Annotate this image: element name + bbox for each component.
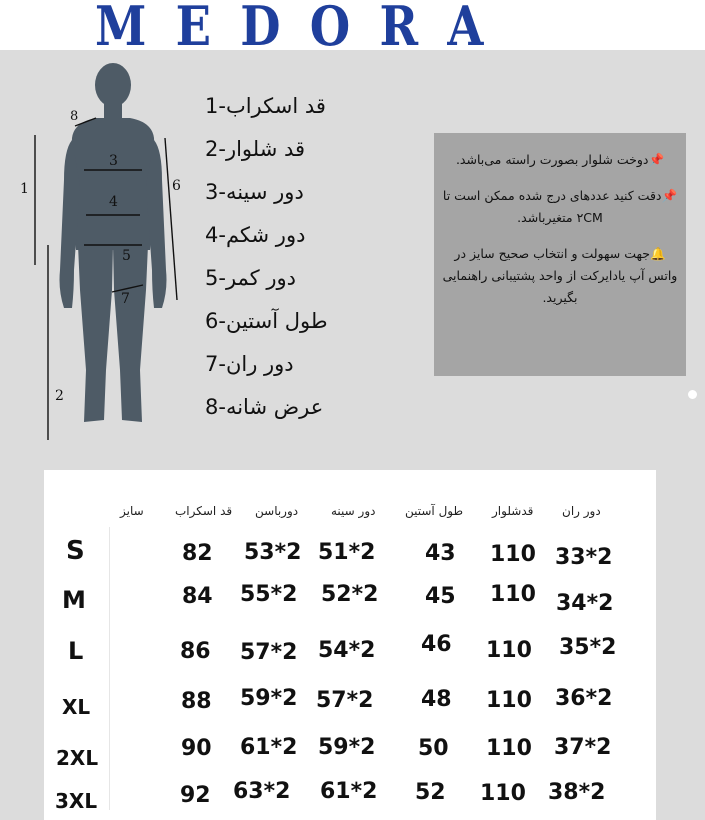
diagram-label-8: 8 — [70, 109, 79, 124]
body-diagram — [0, 60, 200, 460]
cell-thigh-3xl: 38*2 — [548, 780, 606, 805]
diagram-label-4: 4 — [109, 194, 118, 210]
measure-item-4: دور شکم-4 — [205, 223, 306, 247]
measure-item-1: قد اسکراب-1 — [205, 94, 326, 118]
pushpin-icon: 📌 — [648, 152, 665, 167]
bell-icon: 🔔 — [650, 246, 666, 261]
cell-pants-3xl: 110 — [480, 781, 526, 806]
cell-sleeve-m: 45 — [425, 584, 456, 609]
cell-pants-2xl: 110 — [486, 736, 532, 761]
cell-scrub-l: 86 — [180, 639, 211, 664]
diagram-label-2: 2 — [55, 388, 64, 404]
note-text-2: دقت کنید عددهای درج شده ممکن است تا ۲CM متغیرباشد. — [442, 188, 662, 225]
cell-thigh-m: 34*2 — [556, 591, 614, 616]
cell-hip-2xl: 61*2 — [240, 735, 298, 760]
diagram-label-7: 7 — [121, 291, 130, 307]
cell-scrub-s: 82 — [182, 541, 213, 566]
note-3 — [434, 243, 686, 309]
notes-panel — [434, 133, 686, 376]
cell-chest-2xl: 59*2 — [318, 735, 376, 760]
note-text-3: جهت سهولت و انتخاب صحیح سایز در واتس آپ یادایرکت از واحد پشتیبانی راهنمایی بگیرید. — [442, 246, 678, 305]
cell-scrub-2xl: 90 — [181, 736, 212, 761]
cell-chest-3xl: 61*2 — [320, 779, 378, 804]
cell-sleeve-s: 43 — [425, 541, 456, 566]
cell-sleeve-l: 46 — [421, 632, 452, 657]
cell-hip-3xl: 63*2 — [233, 779, 291, 804]
cell-pants-s: 110 — [490, 542, 536, 567]
cell-chest-m: 52*2 — [321, 582, 379, 607]
measure-item-7: دور ران-7 — [205, 352, 294, 376]
header-chest: دور سینه — [331, 504, 376, 518]
cell-scrub-3xl: 92 — [180, 783, 211, 808]
cell-thigh-xl: 36*2 — [555, 686, 613, 711]
cell-scrub-m: 84 — [182, 584, 213, 609]
decorative-dot — [688, 390, 697, 399]
size-label-s: S — [66, 536, 85, 566]
size-label-3xl: 3XL — [55, 789, 98, 813]
cell-hip-l: 57*2 — [240, 640, 298, 665]
diagram-label-6: 6 — [172, 178, 181, 194]
cell-thigh-s: 33*2 — [555, 545, 613, 570]
human-silhouette — [0, 60, 200, 460]
cell-hip-s: 53*2 — [244, 540, 302, 565]
header-sleeve: طول آستین — [405, 504, 464, 518]
size-label-xl: XL — [62, 695, 91, 719]
cell-scrub-xl: 88 — [181, 689, 212, 714]
diagram-label-5: 5 — [122, 248, 131, 264]
measurement-list — [205, 92, 355, 436]
note-1 — [434, 149, 686, 171]
cell-hip-xl: 59*2 — [240, 686, 298, 711]
cell-chest-l: 54*2 — [318, 638, 376, 663]
measure-item-3: دور سینه-3 — [205, 180, 304, 204]
column-divider — [109, 527, 110, 810]
pushpin-icon: 📌 — [661, 188, 678, 203]
header-pants: قدشلوار — [492, 504, 534, 518]
header-hip: دورباسن — [255, 504, 299, 518]
header-thigh: دور ران — [562, 504, 601, 518]
measure-item-5: دور کمر-5 — [205, 266, 296, 290]
cell-pants-m: 110 — [490, 582, 536, 607]
size-table — [44, 470, 656, 820]
measure-item-8: عرض شانه-8 — [205, 395, 324, 419]
cell-pants-l: 110 — [486, 638, 532, 663]
cell-sleeve-xl: 48 — [421, 687, 452, 712]
cell-sleeve-2xl: 50 — [418, 736, 449, 761]
cell-chest-xl: 57*2 — [316, 688, 374, 713]
diagram-label-1: 1 — [20, 181, 29, 197]
size-label-l: L — [68, 637, 84, 665]
measure-item-6: طول آستین-6 — [205, 309, 328, 333]
size-label-2xl: 2XL — [56, 746, 99, 770]
size-label-m: M — [62, 586, 86, 614]
cell-thigh-2xl: 37*2 — [554, 735, 612, 760]
header-scrub: قد اسکراب — [175, 504, 233, 518]
measure-item-2: قد شلوار-2 — [205, 137, 306, 161]
cell-thigh-l: 35*2 — [559, 635, 617, 660]
cell-pants-xl: 110 — [486, 688, 532, 713]
brand-banner — [0, 0, 705, 58]
note-text-1: دوخت شلوار بصورت راسته می‌باشد. — [455, 152, 649, 167]
header-size: سایز — [120, 504, 144, 518]
cell-sleeve-3xl: 52 — [415, 780, 446, 805]
cell-chest-s: 51*2 — [318, 540, 376, 565]
cell-hip-m: 55*2 — [240, 582, 298, 607]
brand-logo: MEDORA — [95, 0, 513, 58]
note-2 — [434, 185, 686, 229]
diagram-label-3: 3 — [109, 153, 118, 169]
